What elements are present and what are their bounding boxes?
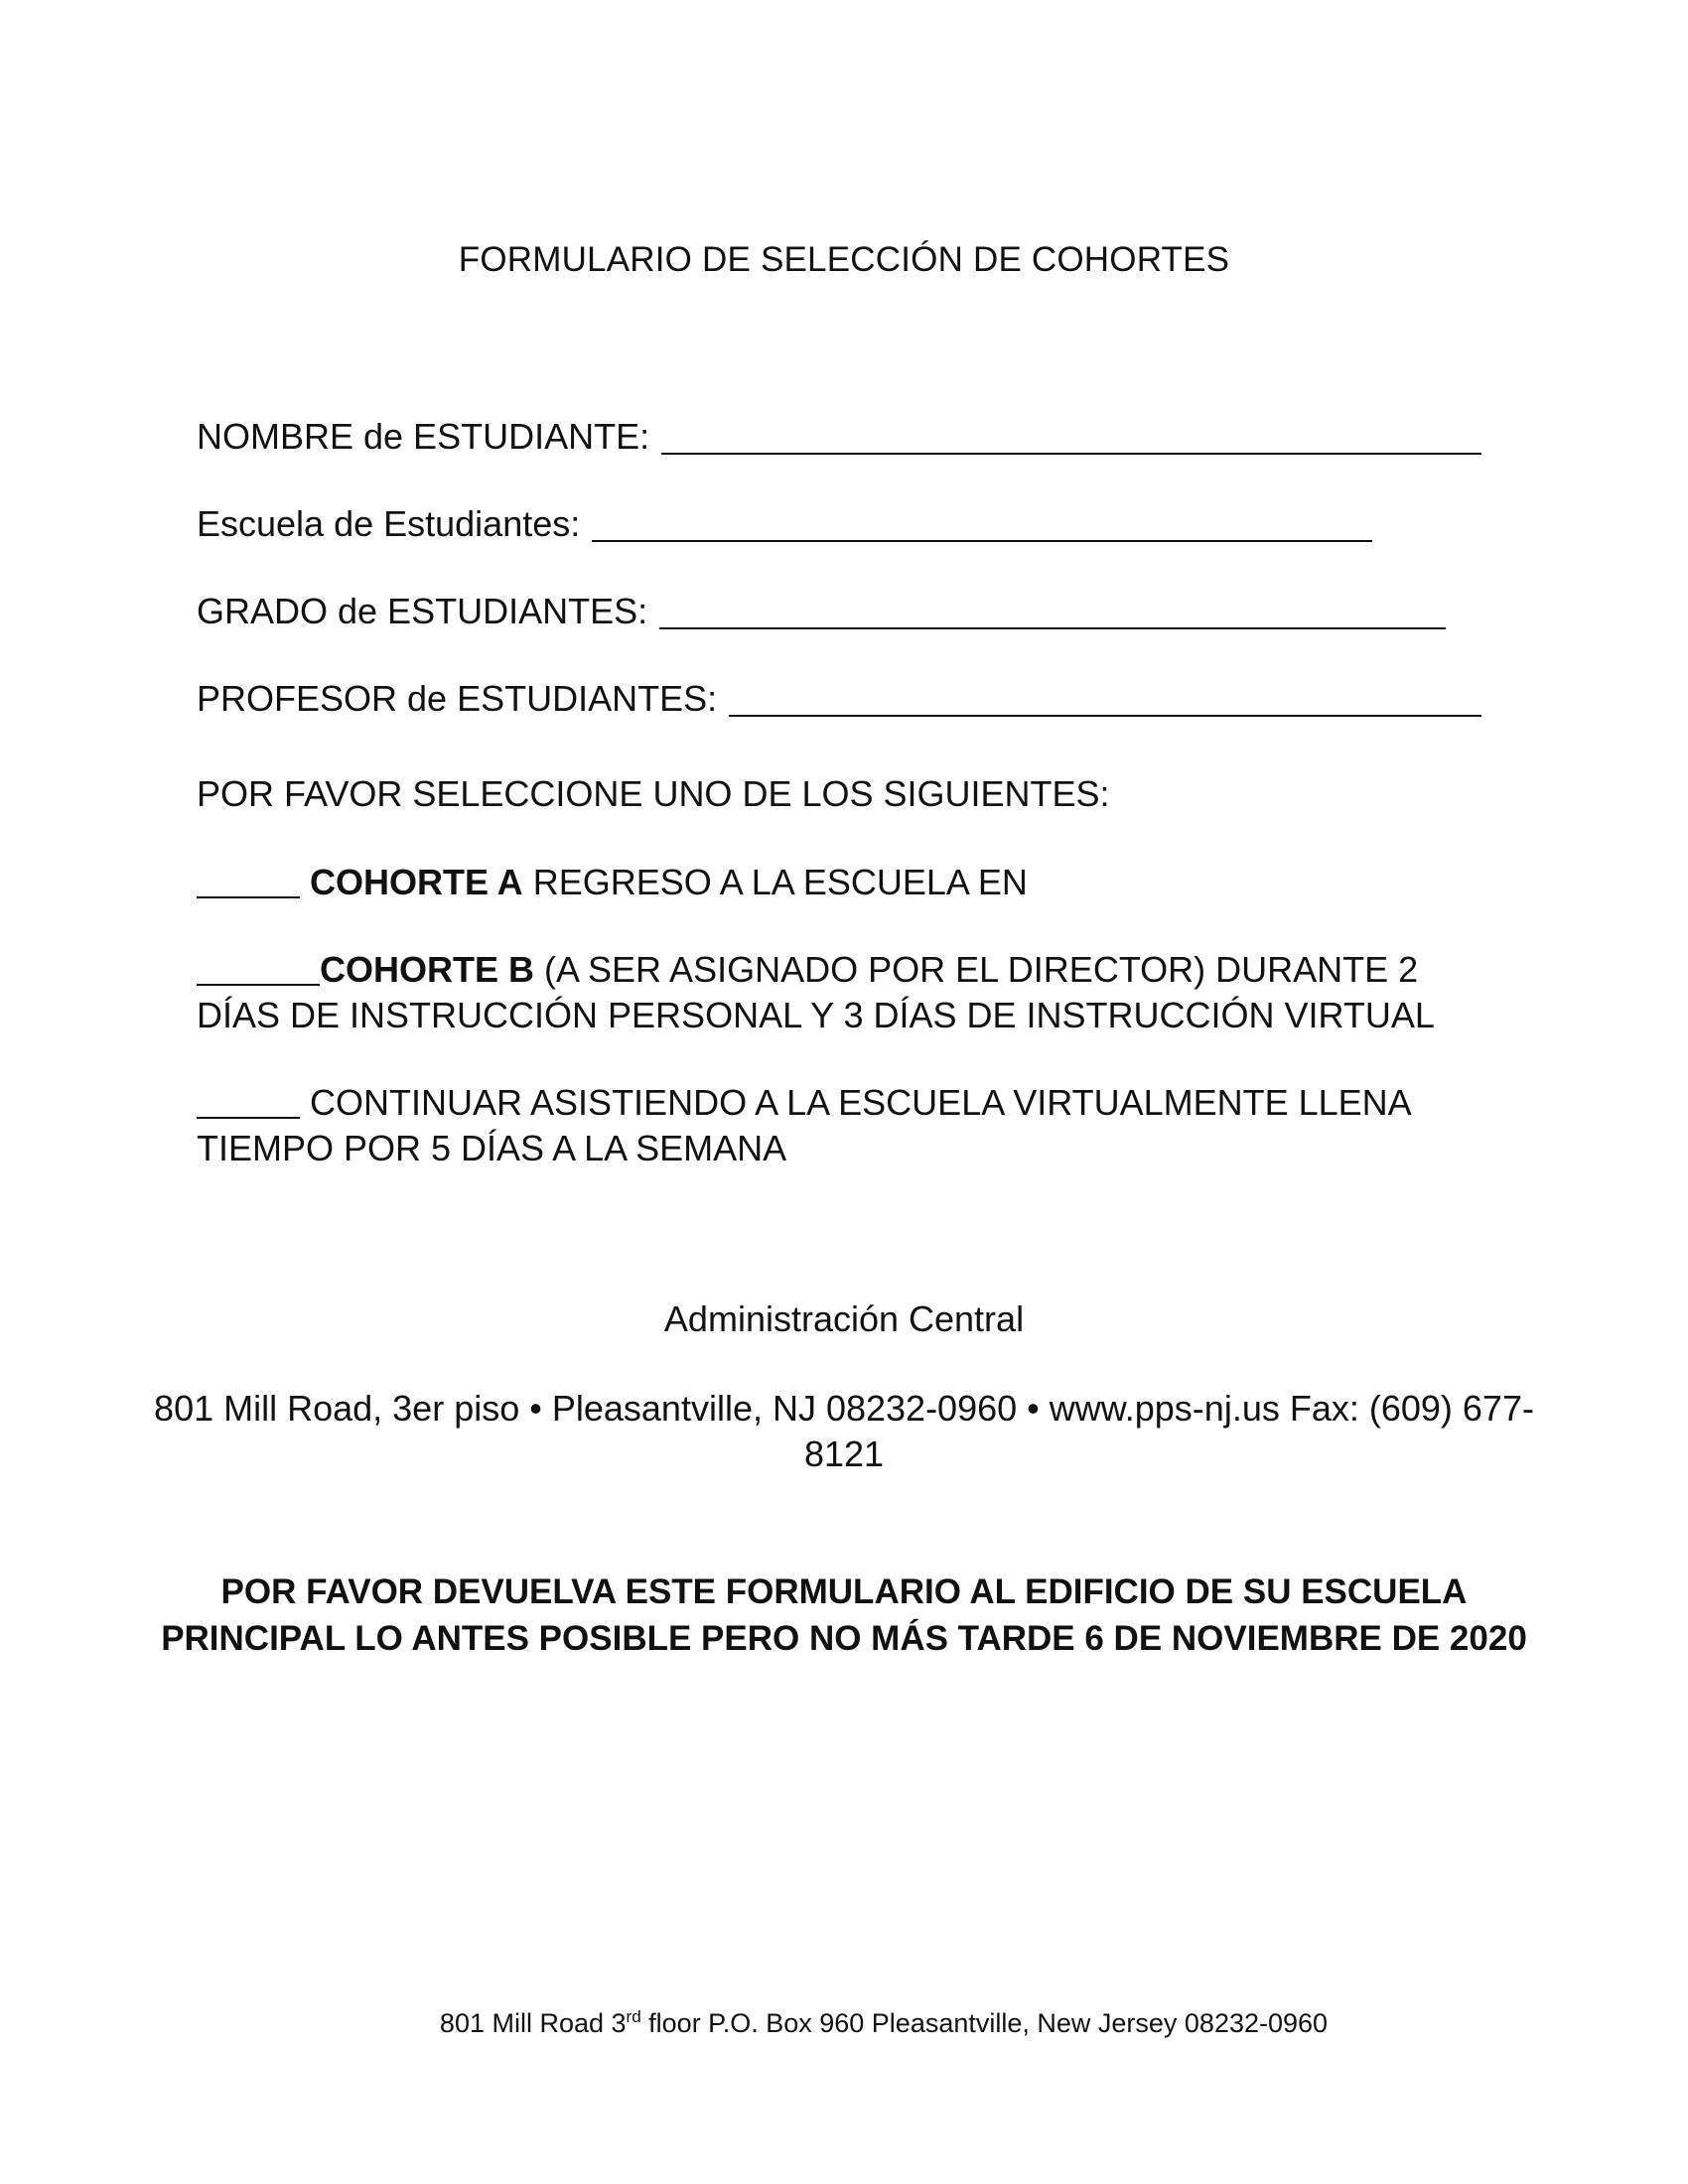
admin-address-line2: 8121 bbox=[803, 1433, 885, 1474]
student-grade-field bbox=[197, 590, 1446, 633]
student-school-line[interactable] bbox=[592, 506, 1372, 542]
student-name-label: NOMBRE de ESTUDIANTE: bbox=[197, 416, 650, 457]
student-name-field bbox=[197, 415, 1481, 459]
select-instruction: POR FAVOR SELECCIONE UNO DE LOS SIGUIENTES: bbox=[197, 773, 1110, 814]
option-cohort-a-name: COHORTE A bbox=[310, 862, 523, 902]
admin-heading: Administración Central bbox=[663, 1298, 1025, 1339]
option-cohort-b-blank[interactable] bbox=[197, 950, 320, 986]
form-title: FORMULARIO DE SELECCIÓN DE COHORTES bbox=[458, 240, 1230, 279]
option-cohort-b-name: COHORTE B bbox=[320, 949, 534, 990]
student-school-field bbox=[197, 502, 1372, 546]
option-cohort-a bbox=[197, 860, 1487, 905]
option-virtual-blank[interactable] bbox=[197, 1083, 300, 1119]
footer-prefix: 801 Mill Road 3 bbox=[439, 2008, 627, 2038]
option-cohort-b-text: (A SER ASIGNADO POR EL DIRECTOR) DURANTE 2 DÍAS DE INSTRUCCIÓN PERSONAL Y 3 DÍAS DE INSTRUCCIÓN VIRTUAL bbox=[197, 949, 1435, 1035]
option-cohort-b bbox=[197, 947, 1487, 1038]
return-notice-line1: POR FAVOR DEVUELVA ESTE FORMULARIO AL EDIFICIO DE SU ESCUELA bbox=[220, 1572, 1468, 1611]
footer-suffix: floor P.O. Box 960 Pleasantville, New Jersey 08232-0960 bbox=[640, 2008, 1329, 2038]
return-notice-line2: PRINCIPAL LO ANTES POSIBLE PERO NO MÁS TARDE 6 DE NOVIEMBRE DE 2020 bbox=[161, 1619, 1527, 1658]
footer-superscript: rd bbox=[626, 2007, 641, 2026]
student-teacher-label: PROFESOR de ESTUDIANTES: bbox=[197, 678, 718, 719]
student-teacher-line[interactable] bbox=[729, 681, 1481, 717]
student-teacher-field bbox=[197, 677, 1481, 721]
option-cohort-a-blank[interactable] bbox=[197, 863, 300, 898]
option-virtual bbox=[197, 1080, 1468, 1171]
student-school-label: Escuela de Estudiantes: bbox=[197, 503, 581, 544]
footer-address bbox=[0, 2007, 1688, 2039]
student-grade-line[interactable] bbox=[659, 594, 1446, 629]
student-grade-label: GRADO de ESTUDIANTES: bbox=[197, 591, 648, 631]
option-virtual-text: CONTINUAR ASISTIENDO A LA ESCUELA VIRTUALMENTE LLENA TIEMPO POR 5 DÍAS A LA SEMANA bbox=[197, 1082, 1410, 1168]
return-notice bbox=[0, 1569, 1688, 1662]
option-cohort-a-text: REGRESO A LA ESCUELA EN bbox=[522, 862, 1028, 902]
student-name-line[interactable] bbox=[661, 419, 1481, 455]
admin-address-line1: 801 Mill Road, 3er piso • Pleasantville, NJ 08232-0960 • www.pps-nj.us Fax: (609) 677- bbox=[154, 1388, 1534, 1429]
admin-address bbox=[0, 1386, 1688, 1477]
